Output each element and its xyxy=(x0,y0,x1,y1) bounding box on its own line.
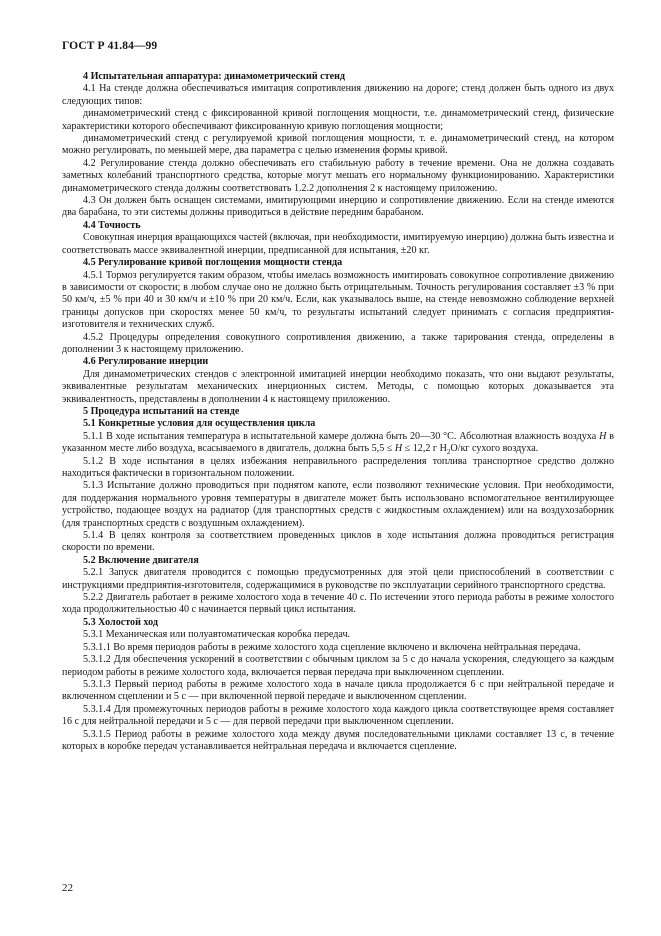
section-heading: 4.4 Точность xyxy=(83,219,141,231)
paragraph: 4.2 Регулирование стенда должно обеспечивать его стабильную работу в течение времени. Она не должна создавать заметных колебаний транспортного средства, которые могут мешать его нормальному функционированию. Характеристики динамометрического стенда должны соответствовать 1.2.2 дополнения 2 к настоящему приложению. xyxy=(62,157,614,194)
section-heading: 4 Испытательная аппаратура: динамометрический стенд xyxy=(83,71,345,82)
paragraph: 5.2.1 Запуск двигателя проводится с помощью предусмотренных для этой цели приспособлений в соответствии с инструкциями предприятия-изготовителя, содержащимися в руководстве по эксплуатации серийного транспортного средства. xyxy=(62,567,614,591)
paragraph: Совокупная инерция вращающихся частей (включая, при необходимости, имитируемую инерцию) должна быть известна и соответствовать массе эквивалентной инерции, предписанной для испытания, ±20 кг. xyxy=(62,232,614,256)
italic-symbol: H xyxy=(599,430,607,442)
paragraph: 5.2.2 Двигатель работает в режиме холостого хода в течение 40 с. По истечении этого периода работы в режиме холостого хода продолжительностью 40 с начинается первый цикл испытания. xyxy=(62,592,614,616)
italic-symbol: H xyxy=(394,443,403,455)
section-heading: 4.6 Регулирование инерции xyxy=(83,356,209,368)
section-heading: 5.2 Включение двигателя xyxy=(83,554,199,566)
text-run: в указанном месте либо воздуха, всасываемого в двигатель, должна быть 5,5 ≤ xyxy=(62,430,615,455)
paragraph: 5.3.1.3 Первый период работы в режиме холостого хода в начале цикла продолжается 6 с при нейтральной передаче и включенном сцеплении и 5 с — при включенной первой передаче и выключенном сцеплении. xyxy=(62,678,614,703)
paragraph: Для динамометрических стендов с электронной имитацией инерции необходимо показать, что они выдают результаты, эквивалентные результатам механических инерционных систем. Методы, с помощью которых доказывается эта эквивалентность, представлены в дополнении 4 к настоящему приложению. xyxy=(62,368,614,405)
text-run: O/кг сухого воздуха. xyxy=(450,443,539,455)
paragraph: 5.3.1.1 Во время периодов работы в режиме холостого хода сцепление включено и включена нейтральная передача. xyxy=(83,641,581,653)
paragraph: 4.5.1 Тормоз регулируется таким образом, чтобы имелась возможность имитировать совокупное сопротивление движению в зависимости от скорости; в любом случае оно не должно быть отрицательным. Точность регулирования составляет ±3 % при 50 км/ч, ±5 % при 40 и 30 км/ч и ±10 % при 20 км/ч. Если, как указывалось выше, на стенде невозможно соблюдение верхней границы допусков при скоростях менее 50 км/ч, то результаты испытаний следует принимать с согласия предприятия-изготовителя и технических служб. xyxy=(62,269,614,331)
section-heading: 5 Процедура испытаний на стенде xyxy=(83,405,240,417)
paragraph: 5.3.1 Механическая или полуавтоматическая коробка передач. xyxy=(83,629,351,641)
section-heading: 5.1 Конкретные условия для осуществления цикла xyxy=(83,418,316,430)
paragraph xyxy=(62,431,614,456)
paragraph: 5.3.1.5 Период работы в режиме холостого хода между двумя последовательными циклами составляет 13 с, в течение которых в коробке передач устанавливается нейтральная передача и включается сцепление. xyxy=(62,728,614,752)
paragraph: 4.1 На стенде должна обеспечиваться имитация сопротивления движению на дороге; стенд должен быть одного из двух следующих типов: xyxy=(62,83,614,107)
paragraph: 5.3.1.4 Для промежуточных периодов работы в режиме холостого хода каждого цикла соответствующее время составляет 16 с для нейтральной передачи и 5 с — для первой передачи при выключенном сцеплении. xyxy=(62,703,614,728)
document-body xyxy=(62,71,614,753)
text-run: 5.1.1 В ходе испытания температура в испытательной камере должна быть 20—30 °С. Абсолютная влажность воздуха xyxy=(83,430,600,442)
paragraph: 4.5.2 Процедуры определения совокупного сопротивления движению, а также тарирования стенда, определены в дополнении 3 к настоящему приложению. xyxy=(62,331,614,355)
paragraph: динамометрический стенд с регулируемой кривой поглощения мощности, т. е. динамометрический стенд, на котором можно регулировать, по меньшей мере, два параметра с целью изменения формы кривой. xyxy=(62,133,614,157)
paragraph: 5.1.3 Испытание должно проводиться при поднятом капоте, если позволяют технические условия. При необходимости, для поддержания нормального уровня температуры в двигателе может быть использовано вспомогательное вентилирующее устройство, подающее воздух на радиатор (для транспортных средств с жидкостным охлаждением) или на воздухозаборник (для транспортных средств с воздушным охлаждением). xyxy=(62,480,614,529)
paragraph: динамометрический стенд с фиксированной кривой поглощения мощности, т.е. динамометрический стенд, физические характеристики которого обеспечивают фиксированную кривую поглощения мощности; xyxy=(62,108,614,132)
document-header: ГОСТ Р 41.84—99 xyxy=(62,40,158,52)
subscript: 2 xyxy=(446,448,451,457)
paragraph: 5.1.4 В целях контроля за соответствием проведенных циклов в ходе испытания должна проводиться регистрация скорости по времени. xyxy=(62,530,614,554)
text-run: ≤ 12,2 г H xyxy=(402,443,447,455)
section-heading: 4.5 Регулирование кривой поглощения мощности стенда xyxy=(83,257,343,269)
paragraph: 4.3 Он должен быть оснащен системами, имитирующими инерцию и сопротивление движению. Если на стенде имеются два барабана, то эти системы должны приводиться в действие передним барабаном. xyxy=(62,195,614,219)
section-heading: 5.3 Холостой ход xyxy=(83,616,158,628)
paragraph: 5.1.2 В ходе испытания в целях избежания неправильного распределения топлива транспортное средство должно находиться фактически в горизонтальном положении. xyxy=(62,455,614,479)
paragraph: 5.3.1.2 Для обеспечения ускорений в соответствии с обычным циклом за 5 с до начала ускорения, следующего за каждым периодом работы в режиме холостого хода, включается первая передача при выключенном сцеплении. xyxy=(62,654,614,678)
page-number: 22 xyxy=(62,882,73,894)
